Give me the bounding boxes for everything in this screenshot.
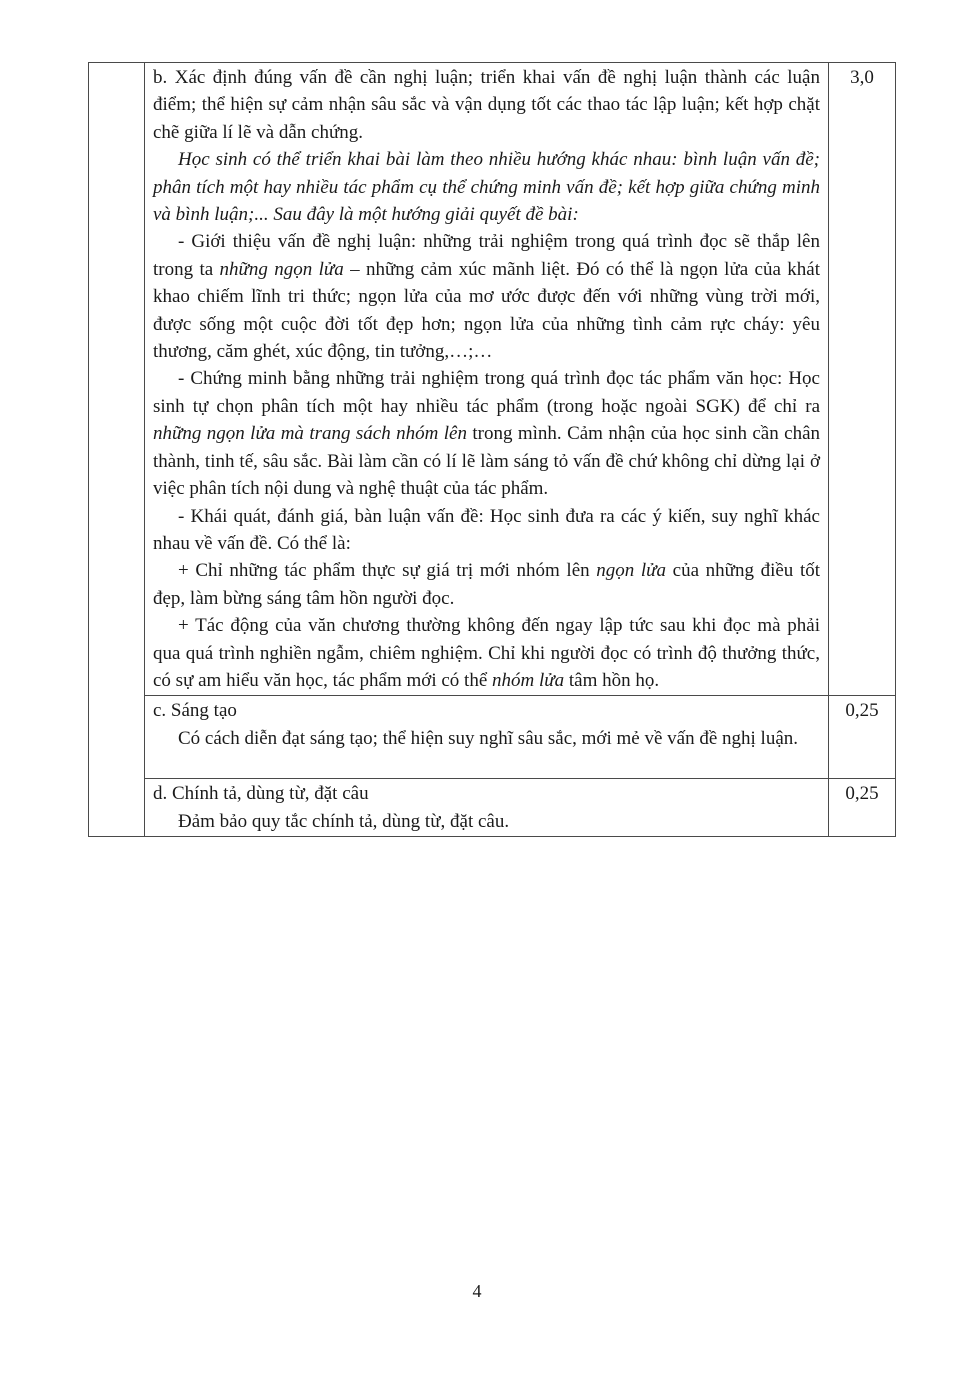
sub-point-2: + Tác động của văn chương thường không đến ngay lập tức sau khi đọc mà phải qua quá trình nghiền ngẫm, chiêm nghiệm. Chỉ khi người đọc có trình độ thưởng thức, có sự am hiểu văn học, tác phẩm mới có thể nhóm lửa tâm hồn họ. bbox=[153, 615, 820, 691]
criterion-d-heading: d. Chính tả, dùng từ, đặt câu bbox=[153, 783, 369, 805]
point-prove: - Chứng minh bằng những trải nghiệm trong quá trình đọc tác phẩm văn học: Học sinh tự chọn phân tích một hay nhiều tác phẩm (trong hoặc ngoài SGK) để chỉ ra những ngọn lửa mà trang sách nhóm lên trong mình. Cảm nhận của học sinh cần chân thành, tinh tế, sâu sắc. Bài làm cần có lí lẽ làm sáng tỏ vấn đề chứ không chỉ dừng lại ở việc phân tích nội dung và nghệ thuật của tác phẩm. bbox=[153, 368, 820, 500]
page-number: 4 bbox=[472, 1281, 482, 1301]
criterion-c-body: Có cách diễn đạt sáng tạo; thể hiện suy nghĩ sâu sắc, mới mẻ về vấn đề nghị luận. bbox=[178, 727, 799, 749]
table-row bbox=[89, 779, 896, 837]
criterion-d-body: Đảm bảo quy tắc chính tả, dùng từ, đặt câu. bbox=[178, 810, 510, 832]
score-cell: 0,25 bbox=[829, 779, 896, 837]
table-row bbox=[89, 696, 896, 779]
score-cell: 3,0 bbox=[829, 63, 896, 696]
content-cell bbox=[145, 779, 829, 837]
point-discuss: - Khái quát, đánh giá, bàn luận vấn đề: Học sinh đưa ra các ý kiến, suy nghĩ khác nhau về vấn đề. Có thể là: bbox=[153, 505, 820, 554]
blank-cell bbox=[89, 63, 145, 837]
sub-point-1: + Chỉ những tác phẩm thực sự giá trị mới nhóm lên ngọn lửa của những điều tốt đẹp, làm bừng sáng tâm hồn người đọc. bbox=[153, 560, 820, 609]
guidance-note: Học sinh có thể triển khai bài làm theo nhiều hướng khác nhau: bình luận vấn đề; phân tích một hay nhiều tác phẩm cụ thể chứng minh vấn đề; kết hợp giữa chứng minh và bình luận;... Sau đây là một hướng giải quyết đề bài: bbox=[153, 149, 820, 226]
table-row bbox=[89, 63, 896, 696]
content-cell bbox=[145, 63, 829, 696]
grading-table bbox=[88, 62, 896, 837]
criterion-b: b. Xác định đúng vấn đề cần nghị luận; triển khai vấn đề nghị luận thành các luận điểm; thể hiện sự cảm nhận sâu sắc và vận dụng tốt các thao tác lập luận; kết hợp chặt chẽ giữa lí lẽ và dẫn chứng. bbox=[153, 67, 820, 143]
point-introduce: - Giới thiệu vấn đề nghị luận: những trải nghiệm trong quá trình đọc sẽ thắp lên trong ta những ngọn lửa – những cảm xúc mãnh liệt. Đó có thể là ngọn lửa của khát khao chiếm lĩnh tri thức; ngọn lửa của mơ ước được đến với những vùng trời mới, được sống một cuộc đời tốt đẹp hơn; ngọn lửa của những tình cảm rực cháy: yêu thương, căm ghét, xúc động, tin tưởng,…;… bbox=[153, 231, 820, 363]
score-cell: 0,25 bbox=[829, 696, 896, 779]
criterion-c-heading: c. Sáng tạo bbox=[153, 700, 237, 722]
content-cell bbox=[145, 696, 829, 779]
